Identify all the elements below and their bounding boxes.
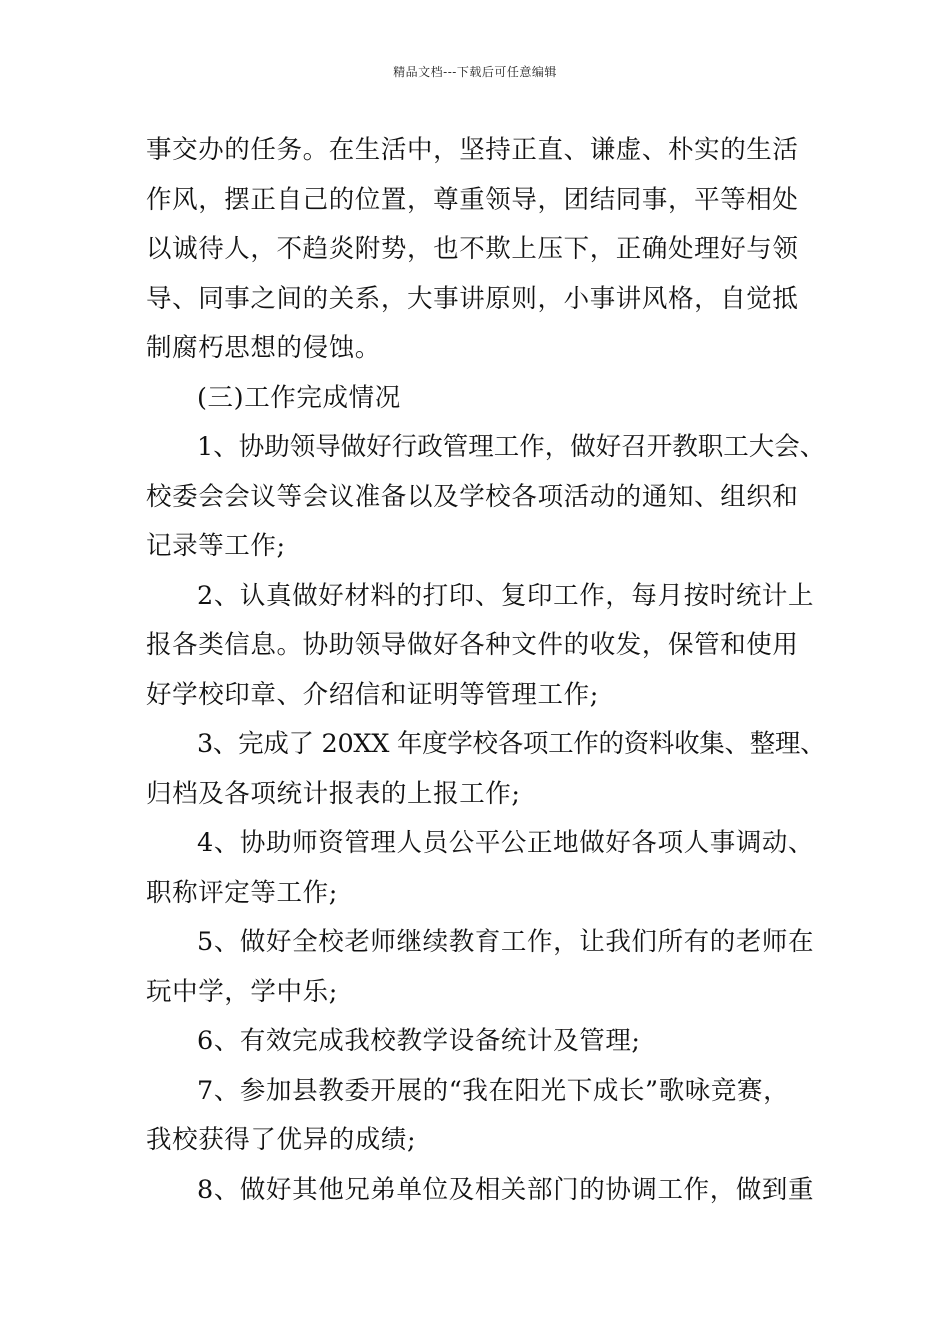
page-header: 精品文档---下载后可任意编辑: [393, 65, 557, 79]
paragraph-1: [146, 126, 826, 374]
text-line: 2、认真做好材料的打印、复印工作，每月按时统计上: [197, 580, 815, 611]
text-line: 以诚待人，不趋炎附势，也不欺上压下，正确处理好与领: [146, 234, 799, 264]
text-line: 4、协助师资管理人员公平公正地做好各项人事调动、: [197, 828, 815, 858]
text-line: 制腐朽思想的侵蚀。: [146, 333, 381, 363]
text-line: 7、参加县教委开展的“我在阳光下成长”歌咏竞赛，: [197, 1075, 790, 1106]
text-line: 3、完成了 20XX 年度学校各项工作的资料收集、整理、: [197, 729, 826, 759]
text-line: 导、同事之间的关系，大事讲原则，小事讲风格，自觉抵: [146, 283, 799, 314]
text-line: 6、有效完成我校教学设备统计及管理;: [197, 1026, 641, 1056]
list-item-2: [146, 572, 826, 721]
text-line: 我校获得了优异的成绩;: [146, 1125, 417, 1155]
text-line: (三)工作完成情况: [197, 382, 401, 413]
text-line: 玩中学，学中乐;: [146, 976, 338, 1007]
text-line: 8、做好其他兄弟单位及相关部门的协调工作，做到重: [197, 1174, 815, 1205]
list-item-3: [146, 720, 826, 819]
text-line: 好学校印章、介绍信和证明等管理工作;: [146, 679, 599, 710]
text-line: 作风，摆正自己的位置，尊重领导，团结同事，平等相处: [146, 184, 799, 215]
text-line: 1、协助领导做好行政管理工作，做好召开教职工大会、: [197, 432, 826, 462]
text-line: 5、做好全校老师继续教育工作，让我们所有的老师在: [197, 927, 815, 957]
text-line: 职称评定等工作;: [146, 877, 338, 908]
text-line: 记录等工作;: [146, 531, 286, 561]
list-item-6: [146, 1017, 826, 1067]
document-body: [146, 126, 826, 1215]
list-item-1: [146, 423, 826, 572]
text-line: 归档及各项统计报表的上报工作;: [146, 778, 521, 809]
list-item-5: [146, 918, 826, 1017]
list-item-4: [146, 819, 826, 918]
text-line: 校委会会议等会议准备以及学校各项活动的通知、组织和: [146, 481, 799, 512]
list-item-7: [146, 1067, 826, 1166]
text-line: 事交办的任务。在生活中，坚持正直、谦虚、朴实的生活: [146, 135, 799, 165]
list-item-8: [146, 1166, 826, 1216]
section-heading: [146, 374, 826, 424]
text-line: 报各类信息。协助领导做好各种文件的收发，保管和使用: [146, 630, 799, 660]
